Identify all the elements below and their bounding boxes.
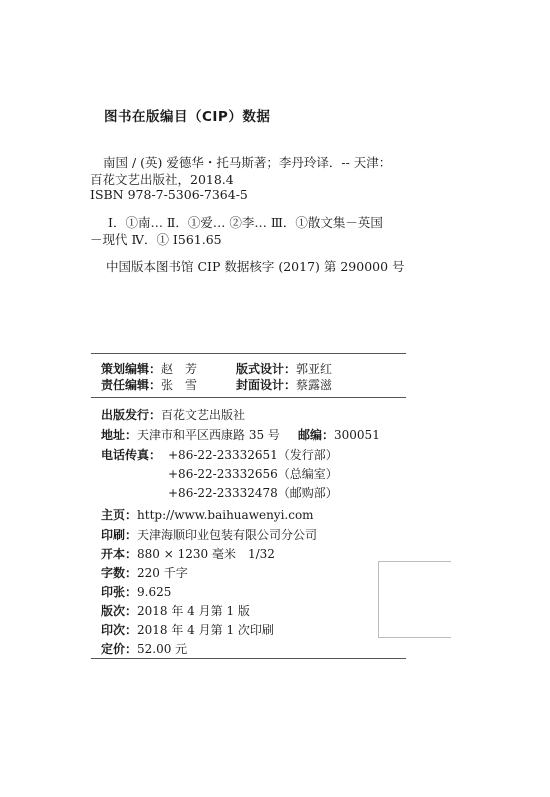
homepage-link[interactable]: http://www.baihuawenyi.com	[137, 508, 314, 522]
responsible-editor-label: 责任编辑：	[101, 378, 162, 392]
layout-designer-value: 郭亚红	[296, 362, 333, 376]
format-value: 880 × 1230 毫米 1/32	[137, 547, 275, 561]
cip-line-publisher: 百花文艺出版社，2018.4	[90, 172, 234, 187]
format-label: 开本：	[101, 547, 138, 561]
printing-label: 印次：	[101, 623, 138, 637]
edition-row	[101, 602, 250, 619]
printer-value: 天津海顺印业包装有限公司分公司	[137, 528, 318, 542]
cip-line-classification-cont: －现代 Ⅳ．① I561.65	[90, 232, 222, 247]
cip-line-data-number: 中国版本图书馆 CIP 数据核字 (2017) 第 290000 号	[106, 259, 405, 274]
address-label: 地址：	[101, 428, 138, 442]
responsible-editor-value: 张 雪	[161, 378, 198, 392]
price-label: 定价：	[101, 642, 138, 656]
printing-row	[101, 621, 274, 638]
price-value: 52.00 元	[137, 642, 188, 656]
layout-designer-label: 版式设计：	[236, 362, 297, 376]
homepage-row	[101, 506, 314, 523]
format-row	[101, 545, 275, 562]
postcode-row	[298, 426, 380, 443]
divider-top	[91, 353, 406, 354]
cip-line-classification: Ⅰ．①南… Ⅱ．①爱… ②李… Ⅲ．①散文集－英国	[108, 215, 383, 230]
cover-designer-row	[236, 376, 332, 393]
print-stamp-box	[378, 561, 451, 638]
planning-editor-value: 赵 芳	[161, 362, 198, 376]
edition-value: 2018 年 4 月第 1 版	[137, 604, 250, 618]
phone-line-editorial: +86-22-23332656（总编室）	[168, 467, 338, 481]
sheets-row	[101, 583, 171, 600]
printer-row	[101, 526, 317, 543]
edition-label: 版次：	[101, 604, 138, 618]
planning-editor-label: 策划编辑：	[101, 362, 162, 376]
cover-designer-label: 封面设计：	[236, 378, 297, 392]
price-row	[101, 640, 187, 657]
address-value: 天津市和平区西康路 35 号	[137, 428, 280, 442]
printing-value: 2018 年 4 月第 1 次印刷	[137, 623, 274, 637]
cip-title: 图书在版编目（CIP）数据	[104, 109, 271, 125]
word-count-row	[101, 564, 188, 581]
responsible-editor-row	[101, 376, 197, 393]
printer-label: 印刷：	[101, 528, 138, 542]
phone-fax-row	[101, 446, 161, 463]
word-count-label: 字数：	[101, 566, 138, 580]
sheets-label: 印张：	[101, 585, 138, 599]
homepage-label: 主页：	[101, 508, 138, 522]
publisher-label: 出版发行：	[101, 408, 162, 422]
divider-middle	[91, 397, 406, 398]
publisher-row	[101, 406, 245, 423]
postcode-label: 邮编：	[298, 428, 335, 442]
publisher-value: 百花文艺出版社	[161, 408, 246, 422]
cip-line-title-author: 南国 / (英) 爱德华・托马斯著；李丹玲译．-- 天津：	[103, 155, 392, 170]
cip-line-isbn: ISBN 978-7-5306-7364-5	[90, 187, 248, 202]
address-row	[101, 426, 280, 443]
phone-fax-label: 电话传真：	[101, 448, 162, 462]
divider-bottom	[91, 658, 406, 659]
planning-editor-row	[101, 360, 197, 377]
sheets-value: 9.625	[137, 585, 172, 599]
postcode-value: 300051	[334, 428, 380, 442]
phone-line-mail-order: +86-22-23332478（邮购部）	[168, 486, 338, 500]
phone-line-distribution: +86-22-23332651（发行部）	[168, 448, 338, 462]
word-count-value: 220 千字	[137, 566, 188, 580]
cover-designer-value: 蔡露滋	[296, 378, 333, 392]
layout-designer-row	[236, 360, 332, 377]
